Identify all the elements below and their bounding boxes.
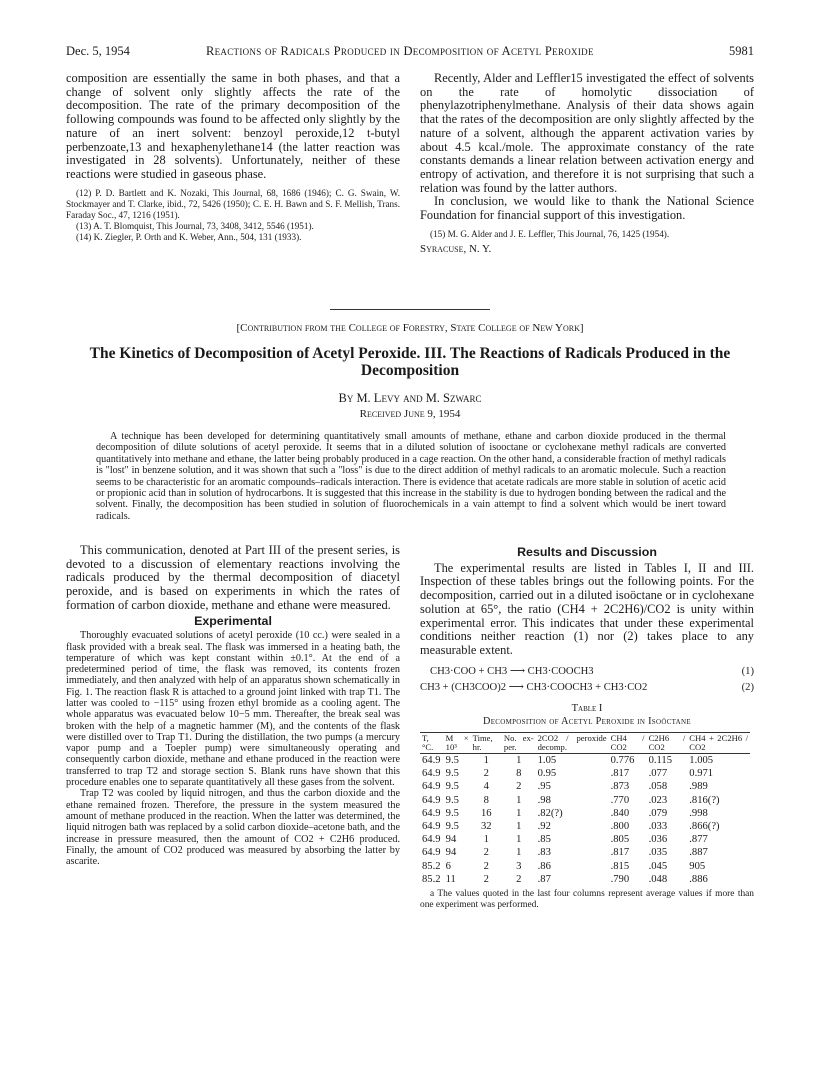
heading-experimental: Experimental bbox=[194, 613, 272, 628]
table-cell: 8 bbox=[483, 794, 489, 806]
table-cell: .815 bbox=[610, 860, 630, 872]
table-cell: 85.2 bbox=[422, 873, 441, 885]
table-cell: .877 bbox=[689, 834, 708, 846]
table-cell: 2 bbox=[516, 781, 522, 793]
table-header-co2-ratio: 2CO2 / peroxide decomp. bbox=[537, 733, 607, 753]
equation-2-text: CH3 + (CH3COO)2 ⟶ CH3·COOCH3 + CH3·CO2 bbox=[420, 681, 648, 693]
heading-results: Results and Discussion bbox=[517, 545, 657, 559]
table-cell: .92 bbox=[537, 821, 551, 833]
table-header-concentration: M × 10³ bbox=[445, 733, 469, 753]
table-cell: 3 bbox=[516, 860, 522, 872]
data-table bbox=[420, 732, 750, 886]
table-cell: 2 bbox=[483, 768, 489, 780]
table-cell: 9.5 bbox=[445, 807, 459, 819]
table-cell: 9.5 bbox=[445, 755, 459, 767]
column-a bbox=[66, 72, 400, 244]
table-cell: 85.2 bbox=[422, 860, 441, 872]
table-cell: .800 bbox=[610, 821, 630, 833]
article-title: The Kinetics of Decomposition of Acetyl Peroxide. III. The Reactions of Radicals Produced in the Decomposition bbox=[89, 345, 731, 379]
table-cell: .790 bbox=[610, 873, 630, 885]
table-cell: .86 bbox=[537, 860, 551, 872]
footnote-13: (13) A. T. Blomquist, This Journal, 73, 3408, 3412, 5546 (1951). bbox=[76, 221, 314, 232]
table-row bbox=[420, 873, 750, 886]
table-cell: 6 bbox=[445, 860, 451, 872]
table-cell: 1 bbox=[516, 847, 522, 859]
table-cell: 9.5 bbox=[445, 781, 459, 793]
table-cell: 1 bbox=[483, 834, 489, 846]
table-cell: .85 bbox=[537, 834, 551, 846]
table-cell: .045 bbox=[648, 860, 668, 872]
table-cell: 94 bbox=[445, 834, 457, 846]
table-cell: 1 bbox=[516, 755, 522, 767]
equation-1-number: (1) bbox=[741, 665, 754, 677]
table-subcaption: Decomposition of Acetyl Peroxide in Isoöctane bbox=[483, 716, 691, 728]
table-cell: 32 bbox=[480, 821, 492, 833]
table-cell: 8 bbox=[516, 768, 522, 780]
footnotes-b bbox=[420, 229, 754, 240]
table-cell: 64.9 bbox=[422, 847, 441, 859]
paragraph-acknowledgment: In conclusion, we would like to thank the National Science Foundation for financial support of this investigation. bbox=[420, 194, 754, 223]
table-cell: .077 bbox=[648, 768, 668, 780]
table-cell: 2 bbox=[516, 873, 522, 885]
table-cell: 0.115 bbox=[648, 755, 673, 767]
table-cell: .058 bbox=[648, 781, 668, 793]
table-cell: 905 bbox=[689, 860, 706, 872]
contribution-line: [Contribution from the College of Forestry, State College of New York] bbox=[236, 322, 584, 334]
table-cell: 1 bbox=[516, 834, 522, 846]
table-cell: .817 bbox=[610, 847, 630, 859]
abstract: A technique has been developed for determining quantitatively small amounts of methane, ethane and carbon dioxide produced in the thermal decomposition of dilute solutions of acetyl peroxide. It seems that in a diluted solution of isooctane or cyclohexane methyl radicals are converted quantitatively into methane and ethane, the latter being probably produced in a cage reaction. On the other hand, a considerable fraction of methyl radicals is "lost" in benzene solution, and it was shown that such a "loss" is due to the direct addition of methyl radicals to an aromatic molecule. Such a reaction seems to be characteristic for an aromatic compounds–radicals interaction. There is evidence that acetate radicals are more stable in solution of acetic acid or propionic acid than in solution of hydrocarbons. It is suggested that this increase in the stability is due to hydrogen bonding between the radical and the solvent. Finally, the decomposition has been studied in solution of fluorochemicals in a vain attempt to find a solvent which would be inert toward radicals. bbox=[96, 431, 726, 522]
equation-1 bbox=[420, 664, 754, 680]
table-cell: 0.971 bbox=[689, 768, 714, 780]
table-cell: .840 bbox=[610, 807, 630, 819]
table-header-time: Time, hr. bbox=[471, 733, 502, 754]
table-cell: .023 bbox=[648, 794, 668, 806]
table-cell: .989 bbox=[689, 781, 708, 793]
table-header-experiments: No. ex-per. bbox=[503, 733, 534, 753]
table-cell: .886 bbox=[689, 873, 708, 885]
table-cell: 0.95 bbox=[537, 768, 557, 780]
table-cell: 1 bbox=[516, 821, 522, 833]
received-date: Received June 9, 1954 bbox=[359, 408, 461, 420]
paragraph-alder-leffler: Recently, Alder and Leffler15 investigated the effect of solvents on the rate of homolytic dissociation of phenylazotriphenylmethane. Analysis of their data shows again that the rates of the decomposition are only slightly affected by the nature of a solvent, although the apparent activation varies by about 4.5 kcal./mole. The approximate constancy of the rate constants demands a linear relation between activation energy and entropy of activation, and therefore it is not surprising that such a relation was found by the latter authors. bbox=[420, 71, 754, 195]
table-row bbox=[420, 846, 750, 859]
table-cell: 1 bbox=[483, 755, 489, 767]
article-authors: By M. Levy and M. Szwarc bbox=[338, 391, 482, 405]
table-cell: .048 bbox=[648, 873, 668, 885]
table-cell: .887 bbox=[689, 847, 708, 859]
table-cell: 2 bbox=[483, 873, 489, 885]
table-cell: 0.776 bbox=[610, 755, 635, 767]
table-cell: 2 bbox=[483, 847, 489, 859]
footnote-12: (12) P. D. Bartlett and K. Nozaki, This Journal, 68, 1686 (1946); C. G. Swain, W. Stockmayer and T. Clarke, ibid., 72, 5426 (1950); C. E. H. Bawn and S. F. Mellish, Trans. Faraday Soc., 47, 1216 (1951). bbox=[66, 187, 400, 221]
table-footnote: a The values quoted in the last four columns represent average values if more than one experiment was performed. bbox=[420, 889, 754, 910]
continued-paragraph: composition are essentially the same in both phases, and that a change of solvent only slightly affects the rate of the decomposition. The rate of the primary decomposition of the following compounds was found to be affected only slightly by the nature of an inert solvent: benzoyl peroxide,12 t-butyl perbenzoate,13 and hexaphenylethane14 (the latter reaction was investigated in 28 solvents). Unfortunately, neither of these reactions were studied in gaseous phase. bbox=[66, 71, 400, 181]
table-cell: .82(?) bbox=[537, 807, 563, 819]
introduction-paragraph: This communication, denoted at Part III of the present series, is devoted to a discussion of elementary reactions involving the radicals produced by the thermal decomposition of diacetyl peroxide, and is based on experiments in which the rates of formation of carbon dioxide, methane and ethane were measured. bbox=[66, 543, 400, 612]
table-cell: 4 bbox=[483, 781, 489, 793]
table-header-temperature: T, °C. bbox=[420, 733, 444, 754]
table-cell: .998 bbox=[689, 807, 708, 819]
equation-2-number: (2) bbox=[741, 681, 754, 693]
table-cell: .98 bbox=[537, 794, 551, 806]
results-paragraph: The experimental results are listed in Tables I, II and III. Inspection of these tables brings out the following points. For the decomposition, carried out in a diluted isoöctane or in cyclohexane solution at 65°, the ratio (CH4 + 2C2H6)/CO2 is unity within experimental error. This indicates that under these experimental conditions neither reaction (1) nor (2) takes place to any measurable extent. bbox=[420, 560, 754, 657]
footnote-14: (14) K. Ziegler, P. Orth and K. Weber, Ann., 504, 131 (1933). bbox=[76, 232, 302, 243]
table-header-total-ratio: CH4 + 2C2H6 / CO2 bbox=[689, 733, 748, 753]
header-date: Dec. 5, 1954 bbox=[66, 44, 130, 58]
table-row bbox=[420, 767, 750, 780]
table-header-ch4-co2: CH4 / CO2 bbox=[610, 733, 645, 753]
footnote-15: (15) M. G. Alder and J. E. Leffler, This Journal, 76, 1425 (1954). bbox=[430, 228, 670, 239]
table-cell: .033 bbox=[648, 821, 668, 833]
column-d bbox=[420, 544, 754, 910]
table-row bbox=[420, 794, 750, 807]
table-cell: 64.9 bbox=[422, 768, 441, 780]
experimental-paragraph-1: Thoroughly evacuated solutions of acetyl peroxide (10 cc.) were sealed in a flask provided with a break seal. The flask was immersed in a heating bath, the temperature of which was kept constant within ±0.1°. At the end of a predetermined period of time, the flask was removed, its contents frozen immediately, and then analyzed with help of an apparatus shown schematically in Fig. 1. The reaction flask R is attached to a ground joint linked with trap T1. The latter was cooled to −115° using frozen ethyl bromide as a cooling agent. The whole apparatus was evacuated below 10−5 mm. Thereafter, the break seal was broken with the help of a magnetic hammer (M), and the contents of the flask were distilled over to Trap T1. During the distillation, the two pumps (a mercury vapor pump and a Toepler pump) were simultaneously operating and consequently carbon dioxide, methane and ethane produced in the reaction were transferred to trap T2 and storage section S. Blank runs have shown that this procedure enables one to separate quantitatively all these gases from the solvent. bbox=[66, 630, 400, 789]
table-cell: 11 bbox=[445, 873, 456, 885]
table-cell: 1.05 bbox=[537, 755, 557, 767]
table-cell: .770 bbox=[610, 794, 630, 806]
affiliation: Syracuse, N. Y. bbox=[420, 242, 492, 255]
header-running-title: Reactions of Radicals Produced in Decomposition of Acetyl Peroxide bbox=[206, 44, 594, 58]
table-row bbox=[420, 780, 750, 793]
table-row bbox=[420, 860, 750, 873]
table-cell: .866(?) bbox=[689, 821, 720, 833]
table-cell: 94 bbox=[445, 847, 457, 859]
equation-1-text: CH3·COO + CH3 ⟶ CH3·COOCH3 bbox=[430, 665, 594, 677]
table-cell: 1 bbox=[516, 794, 522, 806]
table-cell: .036 bbox=[648, 834, 668, 846]
table-cell: 64.9 bbox=[422, 807, 441, 819]
table-cell: .873 bbox=[610, 781, 630, 793]
table-cell: 2 bbox=[483, 860, 489, 872]
equation-2 bbox=[420, 680, 754, 696]
running-header bbox=[66, 44, 754, 62]
table-cell: 9.5 bbox=[445, 768, 459, 780]
table-cell: 1 bbox=[516, 807, 522, 819]
table-cell: .035 bbox=[648, 847, 668, 859]
table-header-c2h6-co2: C2H6 / CO2 bbox=[648, 733, 686, 753]
table-cell: .87 bbox=[537, 873, 551, 885]
table-cell: .816(?) bbox=[689, 794, 720, 806]
table-cell: 9.5 bbox=[445, 821, 459, 833]
table-cell: 1.005 bbox=[689, 755, 714, 767]
table-cell: 64.9 bbox=[422, 821, 441, 833]
table-cell: 64.9 bbox=[422, 781, 441, 793]
table-cell: 64.9 bbox=[422, 755, 441, 767]
table-cell: .079 bbox=[648, 807, 668, 819]
table-cell: .83 bbox=[537, 847, 551, 859]
table-row bbox=[420, 820, 750, 833]
table-body bbox=[420, 754, 750, 887]
column-b bbox=[420, 72, 754, 257]
table-cell: .805 bbox=[610, 834, 630, 846]
table-cell: .95 bbox=[537, 781, 551, 793]
table-row bbox=[420, 807, 750, 820]
table-row bbox=[420, 754, 750, 768]
header-page-number: 5981 bbox=[729, 44, 754, 58]
table-cell: 9.5 bbox=[445, 794, 459, 806]
table-caption: Table I bbox=[571, 702, 603, 714]
table-cell: 64.9 bbox=[422, 794, 441, 806]
column-c bbox=[66, 544, 400, 867]
footnotes-a bbox=[66, 188, 400, 244]
table-row bbox=[420, 833, 750, 846]
experimental-paragraph-2: Trap T2 was cooled by liquid nitrogen, and thus the carbon dioxide and the ethane remained frozen. Therefore, the pressure in the system measured the amount of methane produced in the reaction. When the latter was determined, the liquid nitrogen bath was replaced by a solid carbon dioxide–acetone bath, and the increase in pressure measured, then the amount of CO2 + C2H6 produced. Finally, the amount of CO2 produced was measured by absorbing the latter by ascarite. bbox=[66, 788, 400, 868]
table-cell: .817 bbox=[610, 768, 630, 780]
section-divider bbox=[330, 309, 490, 310]
table-cell: 16 bbox=[480, 807, 492, 819]
table-cell: 64.9 bbox=[422, 834, 441, 846]
